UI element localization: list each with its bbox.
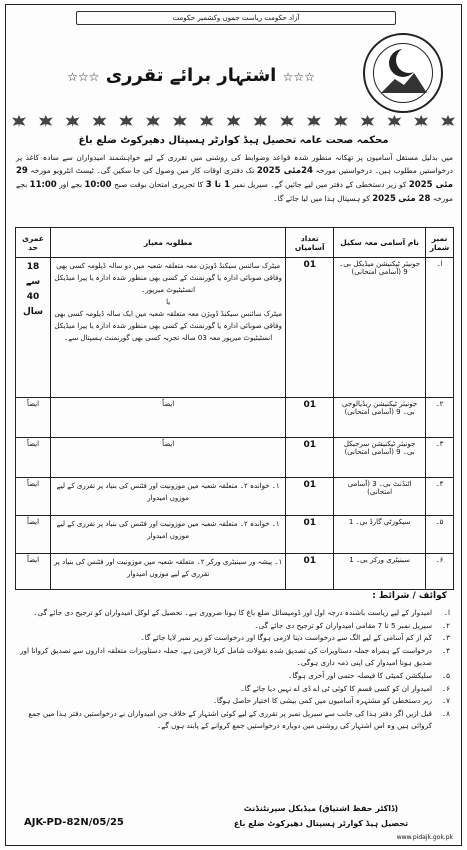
department-heading: محکمہ صحت عامہ تحصیل ہیڈ کوارٹر ہسپتال دھیرکوٹ ضلع باغ bbox=[78, 135, 389, 146]
table-row: ۶۔ سینیٹری ورکر بی۔ 1 01 ۱۔ پیشہ ور سینیٹری ورکر ۲۔ متعلقہ شعبہ میں موزونیت اور فٹنس کی بنیاد پر تقرری کے لیے موزوں امیدوار ایضاً bbox=[16, 554, 454, 590]
page-title bbox=[51, 61, 331, 91]
signatory-office: تحصیل ہیڈ کوارٹر ہسپتال دھیرکوٹ ضلع باغ bbox=[233, 819, 409, 828]
list-item: ۳۔ کم از کم آسامی کے لیے الگ سے درخواست دینا لازمی ہوگا اور درخواست کو زیر نمبر لایا جائے گا۔ bbox=[140, 633, 450, 643]
list-item: کروائی ہیں وہ اس اشتہار کی روشنی میں دوبارہ درخواستیں جمع کروانے کے پابند ہوں گے۔ bbox=[156, 721, 432, 731]
col-post: نام آسامی معہ سکیل bbox=[334, 228, 426, 258]
reference-number: AJK-PD-82N/05/25 bbox=[24, 817, 124, 828]
list-item: ۸۔ قبل ازیں اگر دفتر ہذا کی جانب سے سیریل نمبر پر تقرری کے لیے کوئی اشتہار کے خلاف جن امیدواران نے درخواستیں دفتر ہذا میں جمع bbox=[28, 708, 450, 718]
col-criteria: مطلوبہ معیار bbox=[51, 228, 286, 258]
interview-date: 29 مئی 2025 bbox=[16, 166, 453, 190]
list-item: ۵۔ سلیکشن کمیٹی کا فیصلہ حتمی اور آخری ہوگا۔ bbox=[288, 670, 450, 680]
header-slogan: آزاد حکومت ریاست جموں وکشمیر حکومت bbox=[76, 11, 396, 25]
conditions-list bbox=[18, 607, 450, 733]
intro-paragraph: میں بدلیل مستقل آسامیوں پر تھکانہ منظور شدہ قواعد وضوابط کی روشنی میں تقرری کے لیے خواہشمند امیدواران سے سادہ کاغذ پر درخواستیں مطلوب ہیں۔ درخواستیں مورخہ 24مئی 2025 تک دفتری اوقات کار میں وصول کی جا سکیں گی۔ ٹیسٹ انٹرویو مورخہ 29 مئی 2025 کو زیر دستخطی کے دفتر میں لیے جائیں گے۔ سیریل نمبر 1 تا 3 کا تحریری امتحان بوقت صبح 10:00 بجے اور 11:00 بجے مورخہ 28 مئی 2025 کو ہسپتال ہذا میں لیا جائے گا۔ bbox=[16, 153, 453, 204]
table-header-row bbox=[16, 228, 454, 258]
title-text: اشتہار برائے تقرری bbox=[105, 65, 277, 86]
list-item: ۶۔ امیدوار ان کو کسی قسم کا کوئی ٹی اے ڈی اے نہیں دیا جائے گا۔ bbox=[240, 683, 450, 693]
stars-decoration: ☆☆☆ bbox=[67, 70, 100, 84]
signature-block bbox=[221, 801, 421, 831]
advertisement-page bbox=[5, 4, 462, 846]
col-age: عمری حد bbox=[16, 228, 51, 258]
list-item: ا۔ امیدوار کے لیے ریاست باشندہ درجہ اول اور ڈومیسائل ضلع باغ کا ہونا ضروری ہے۔ تحصیل کے لوکل امیدواران کو ترجیح دی جائے گی۔ bbox=[33, 608, 450, 617]
col-serial: نمبر شمار bbox=[426, 228, 454, 258]
government-emblem-icon bbox=[363, 33, 443, 113]
list-item: ۲۔ سیریل نمبر 5 تا 7 مقامی امیدواران کو ترجیح دی جائے گی۔ bbox=[254, 620, 450, 630]
stars-decoration: ☆☆☆ bbox=[282, 70, 315, 84]
signatory-name: (ڈاکٹر حفظ اشتیاق) میڈیکل سپرنٹنڈنٹ bbox=[243, 804, 399, 813]
vacancies-table bbox=[15, 227, 454, 590]
table-row: ۳۔ جونیئر ٹیکنیشن سرجیکل بی۔ 9 (آسامی امتحانی) 01 ایضاً ایضاً bbox=[16, 438, 454, 478]
deadline-date: 24مئی 2025 bbox=[256, 166, 313, 176]
table-row: ا۔ جونیئر ٹیکنیشن میڈیکل بی۔ 9 (آسامی امتحانی) 01 میٹرک سائنس سیکنڈ ڈویژن معہ متعلقہ شعبہ میں دو سالہ ڈپلومہ کسی بھی وفاقی صوبائی ادارہ یا گورنمنٹ کے کسی بھی منظور شدہ ادارہ یا پیرا میڈیکل انسٹیٹیوٹ میرپور۔ یا میٹرک سائنس سیکنڈ ڈویژن معہ متعلقہ شعبہ میں ایک سالہ ڈپلومہ کسی بھی وفاقی صوبائی ادارہ یا گورنمنٹ کے کسی بھی منظور شدہ ادارہ یا پیرا میڈیکل انسٹیٹیوٹ میرپور معہ 03 سالہ تجربہ کسی بھی گورنمنٹ ہسپتال سے۔ 18 سے 40 سال bbox=[16, 258, 454, 398]
conditions-heading: کوائف / شرائط : bbox=[372, 591, 447, 601]
table-row: ۲۔ جونیئر ٹیکنیشن ریڈیالوجی بی۔ 9 (آسامی امتحانی) 01 ایضاً ایضاً bbox=[16, 398, 454, 438]
website-link[interactable]: www.pidajk.gok.pk bbox=[396, 834, 453, 841]
table-row: ۴۔ اٹنڈنٹ بی۔ 3 (آسامی امتحانی) 01 ۱۔ خواندہ ۲۔ متعلقہ شعبہ میں موزونیت اور فٹنس کی بنیاد پر تقرری کے لیے موزوں امیدوار ایضاً bbox=[16, 478, 454, 516]
col-seats: تعداد آسامیاں bbox=[286, 228, 334, 258]
table-row: ۵۔ سیکورٹی گارڈ بی۔ 1 01 ۱۔ خواندہ ۲۔ متعلقہ شعبہ میں موزونیت اور فٹنس کی بنیاد پر تقرری کے لیے موزوں امیدوار ایضاً bbox=[16, 516, 454, 554]
list-item: صدیق ہونا امیدوار کی اپنی ذمہ داری ہوگی۔ bbox=[296, 658, 432, 668]
list-item: ۴۔ درخواست کے ہمراہ جملہ دستاویزات کی تصدیق شدہ نقولات شامل کرنا لازمی ہے، جملہ دستاویزات متعلقہ اداروں سے تصدیق کروانا اور bbox=[20, 645, 450, 655]
list-item: ۷۔ زیر دستخطی کو مشتہرہ آسامیوں میں کمی بیشی کا اختیار حاصل ہوگا۔ bbox=[212, 696, 450, 706]
leaf-border-decoration bbox=[6, 115, 461, 133]
